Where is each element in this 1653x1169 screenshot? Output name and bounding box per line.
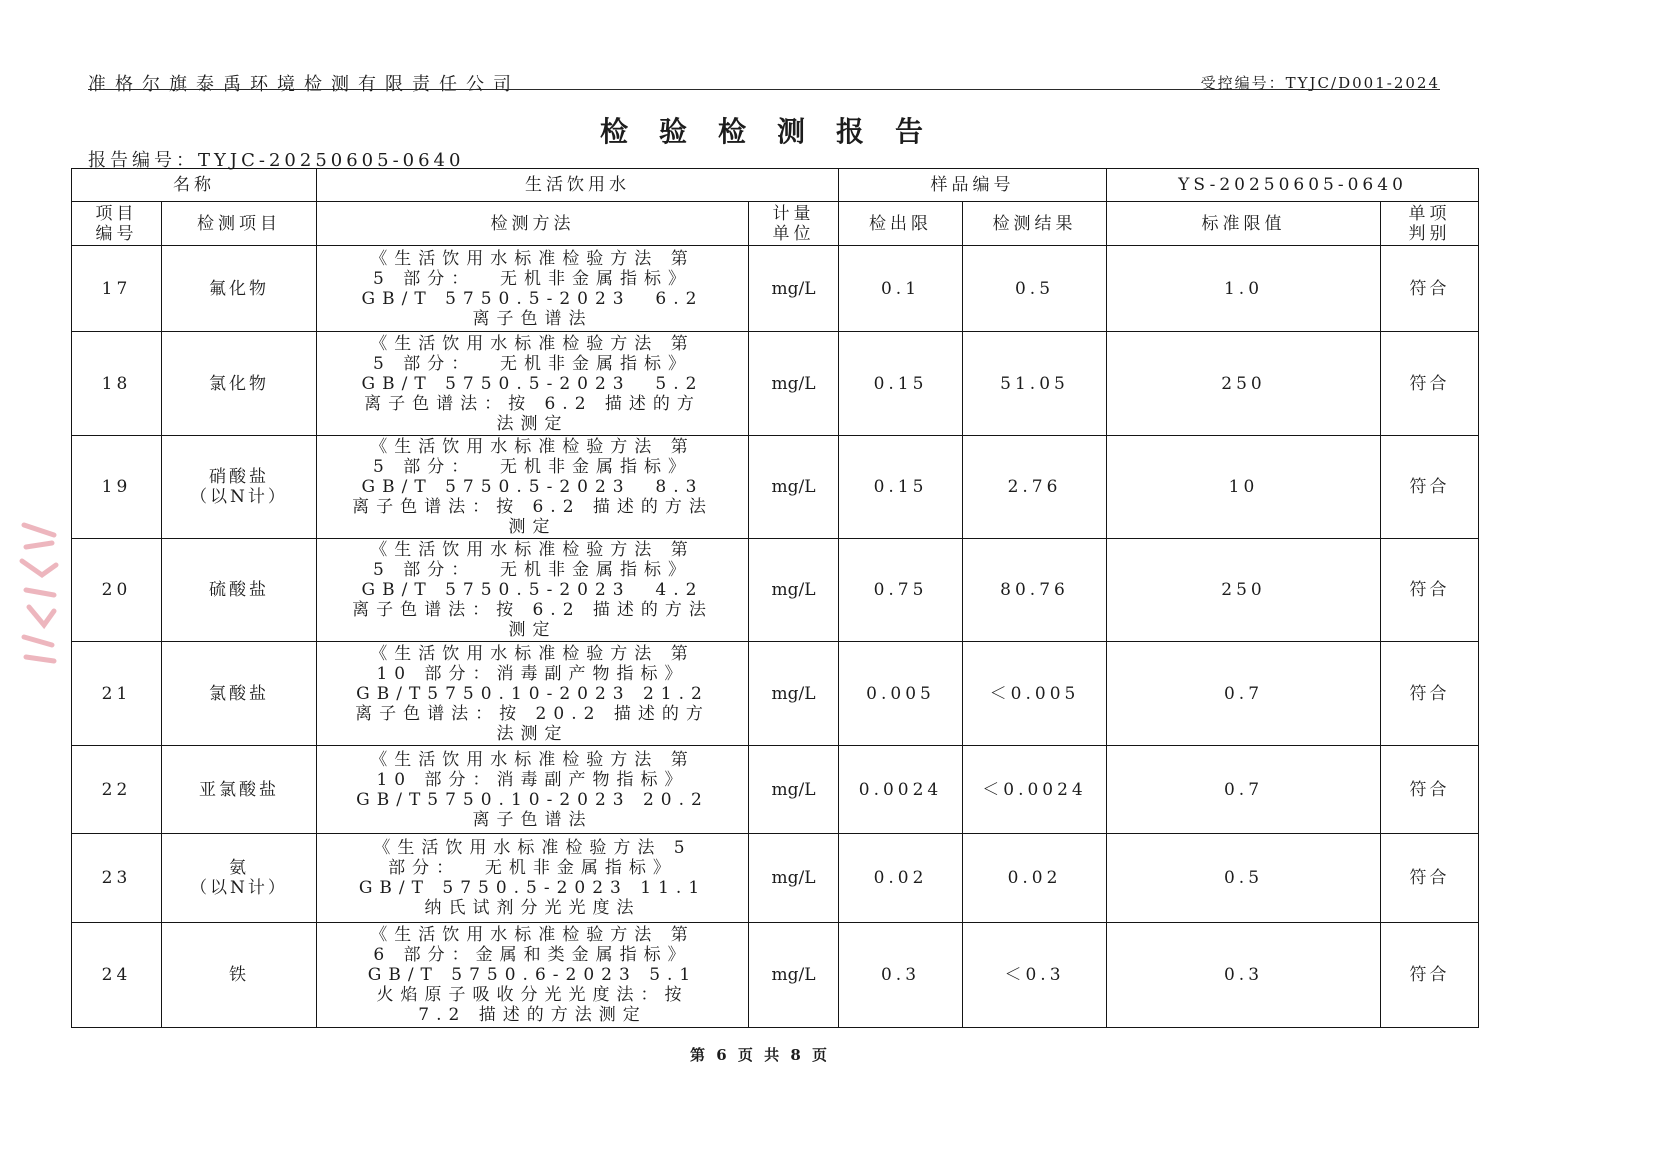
header-divider (88, 89, 1440, 90)
method-line: 5 部分： 无机非金属指标》 (372, 268, 693, 289)
item-no: 22 (72, 746, 162, 834)
method-line: 5 部分： 无机非金属指标》 (372, 560, 693, 580)
method-line: 《生活饮用水标准检验方法 第 (370, 643, 695, 664)
method-line: 《生活饮用水标准检验方法 第 (370, 925, 695, 945)
method-line: GB/T5750.10-2023 20.2 (356, 789, 709, 810)
test-result: 0.5 (963, 246, 1107, 332)
table-row (72, 923, 1479, 1028)
judgement: 符合 (1381, 246, 1479, 332)
unit: mg/L (749, 746, 839, 834)
method-line: 《生活饮用水标准检验方法 第 (370, 540, 695, 560)
detection-limit: 0.3 (839, 923, 963, 1028)
method-line: GB/T 5750.5-2023 6.2 (361, 288, 704, 309)
table-row (72, 746, 1479, 834)
test-result: ＜0.0024 (963, 746, 1107, 834)
method-cell (317, 436, 749, 539)
table-row (72, 539, 1479, 642)
test-result: ＜0.005 (963, 642, 1107, 746)
standard-limit: 1.0 (1107, 246, 1381, 332)
company-name: 准格尔旗泰禹环境检测有限责任公司 (88, 74, 520, 95)
header-item: 检测项目 (162, 202, 317, 246)
method-line: 5 部分： 无机非金属指标》 (372, 353, 693, 374)
method-cell (317, 642, 749, 746)
unit: mg/L (749, 923, 839, 1028)
header-judgement-line: 单项 (1408, 203, 1451, 224)
header-standard: 标准限值 (1107, 202, 1381, 246)
method-line: GB/T5750.10-2023 21.2 (356, 683, 709, 704)
header-result: 检测结果 (963, 202, 1107, 246)
method-cell (317, 834, 749, 923)
judgement: 符合 (1381, 746, 1479, 834)
item-name-line: 亚氯酸盐 (199, 779, 279, 800)
results-table (71, 168, 1479, 1028)
method-line: GB/T 5750.5-2023 4.2 (361, 580, 704, 600)
page-number: 第 6 页 共 8 页 (690, 1046, 830, 1064)
unit: mg/L (749, 642, 839, 746)
test-result: 2.76 (963, 436, 1107, 539)
judgement: 符合 (1381, 539, 1479, 642)
detection-limit: 0.1 (839, 246, 963, 332)
method-line: 测定 (508, 517, 557, 537)
standard-limit: 0.3 (1107, 923, 1381, 1028)
report-number: 报告编号：TYJC-20250605-0640 (88, 150, 465, 171)
header-unit (749, 202, 839, 246)
test-result: 80.76 (963, 539, 1107, 642)
item-name (162, 436, 317, 539)
header-judgement-line: 判别 (1408, 223, 1451, 244)
standard-limit: 0.7 (1107, 746, 1381, 834)
method-cell (317, 332, 749, 436)
method-line: 离子色谱法：按 20.2 描述的方 (355, 703, 710, 724)
unit: mg/L (749, 246, 839, 332)
method-line: GB/T 5750.5-2023 8.3 (361, 477, 704, 497)
test-result: 0.02 (963, 834, 1107, 923)
sample-info-row (72, 169, 1479, 202)
table-row (72, 436, 1479, 539)
judgement: 符合 (1381, 436, 1479, 539)
judgement: 符合 (1381, 642, 1479, 746)
method-line: GB/T 5750.5-2023 11.1 (358, 878, 707, 898)
header-item-no-line: 项目 (95, 203, 138, 224)
method-line: 离子色谱法：按 6.2 描述的方法 (352, 600, 713, 620)
method-line: 离子色谱法 (472, 308, 593, 329)
item-name (162, 332, 317, 436)
method-line: 离子色谱法：按 6.2 描述的方 (364, 393, 701, 414)
method-line: 《生活饮用水标准检验方法 第 (370, 437, 695, 457)
method-line: 6 部分：金属和类金属指标》 (373, 945, 692, 965)
item-name-line: 硫酸盐 (209, 580, 269, 600)
item-name (162, 746, 317, 834)
item-no: 18 (72, 332, 162, 436)
item-name-line: 氯酸盐 (209, 683, 269, 704)
item-name-line: 氯化物 (209, 373, 269, 394)
judgement: 符合 (1381, 834, 1479, 923)
unit: mg/L (749, 834, 839, 923)
method-line: 法测定 (496, 723, 569, 744)
method-cell (317, 539, 749, 642)
detection-limit: 0.15 (839, 436, 963, 539)
sample-number-value: YS-20250605-0640 (1107, 169, 1479, 202)
item-no: 24 (72, 923, 162, 1028)
method-line: 离子色谱法 (472, 809, 593, 830)
header-limit: 检出限 (839, 202, 963, 246)
method-line: 《生活饮用水标准检验方法 第 (370, 333, 695, 354)
unit: mg/L (749, 539, 839, 642)
detection-limit: 0.02 (839, 834, 963, 923)
test-result: 51.05 (963, 332, 1107, 436)
item-name-line: 硝酸盐 (209, 467, 269, 487)
item-no: 19 (72, 436, 162, 539)
method-cell (317, 246, 749, 332)
column-header-row (72, 202, 1479, 246)
standard-limit: 0.7 (1107, 642, 1381, 746)
item-name (162, 539, 317, 642)
item-no: 21 (72, 642, 162, 746)
method-line: 纳氏试剂分光光度法 (424, 898, 641, 918)
item-name-line: 氨 (229, 858, 249, 878)
table-row (72, 332, 1479, 436)
method-line: GB/T 5750.5-2023 5.2 (361, 373, 704, 394)
method-line: 法测定 (496, 413, 569, 434)
item-no: 23 (72, 834, 162, 923)
detection-limit: 0.005 (839, 642, 963, 746)
item-name (162, 923, 317, 1028)
standard-limit: 250 (1107, 332, 1381, 436)
item-name (162, 834, 317, 923)
name-label: 名称 (72, 169, 317, 202)
item-name-line: （以N计） (190, 487, 288, 507)
method-line: 10 部分：消毒副产物指标》 (376, 769, 689, 790)
item-name-line: 氟化物 (209, 278, 269, 299)
method-cell (317, 923, 749, 1028)
method-cell (317, 746, 749, 834)
method-line: 10 部分：消毒副产物指标》 (376, 663, 689, 684)
unit: mg/L (749, 436, 839, 539)
method-line: 《生活饮用水标准检验方法 第 (370, 248, 695, 269)
standard-limit: 10 (1107, 436, 1381, 539)
header-unit-line: 计量 (772, 203, 815, 224)
judgement: 符合 (1381, 923, 1479, 1028)
item-no: 17 (72, 246, 162, 332)
header-method: 检测方法 (317, 202, 749, 246)
table-row (72, 834, 1479, 923)
table-row (72, 642, 1479, 746)
red-stamp-fragment (14, 515, 64, 670)
method-line: 《生活饮用水标准检验方法 第 (370, 749, 695, 770)
method-line: 部分： 无机非金属指标》 (388, 858, 677, 878)
method-line: 7.2 描述的方法测定 (418, 1005, 647, 1025)
method-line: GB/T 5750.6-2023 5.1 (367, 965, 698, 985)
detection-limit: 0.15 (839, 332, 963, 436)
test-result: ＜0.3 (963, 923, 1107, 1028)
item-name (162, 246, 317, 332)
standard-limit: 0.5 (1107, 834, 1381, 923)
sample-number-label: 样品编号 (839, 169, 1107, 202)
method-line: 测定 (508, 620, 557, 640)
item-name (162, 642, 317, 746)
method-line: 火焰原子吸收分光光度法：按 (376, 985, 689, 1005)
header-unit-line: 单位 (772, 223, 815, 244)
method-line: 《生活饮用水标准检验方法 5 (373, 838, 692, 858)
method-line: 5 部分： 无机非金属指标》 (372, 457, 693, 477)
header-item-no (72, 202, 162, 246)
detection-limit: 0.75 (839, 539, 963, 642)
table-row (72, 246, 1479, 332)
unit: mg/L (749, 332, 839, 436)
name-value: 生活饮用水 (317, 169, 839, 202)
header-judgement (1381, 202, 1479, 246)
control-number: 受控编号：TYJC/D001-2024 (1200, 74, 1440, 92)
header-item-no-line: 编号 (95, 223, 138, 244)
judgement: 符合 (1381, 332, 1479, 436)
standard-limit: 250 (1107, 539, 1381, 642)
detection-limit: 0.0024 (839, 746, 963, 834)
method-line: 离子色谱法：按 6.2 描述的方法 (352, 497, 713, 517)
item-no: 20 (72, 539, 162, 642)
item-name-line: （以N计） (190, 878, 288, 898)
page-title: 检验检测报告 (600, 115, 955, 148)
item-name-line: 铁 (229, 965, 249, 985)
